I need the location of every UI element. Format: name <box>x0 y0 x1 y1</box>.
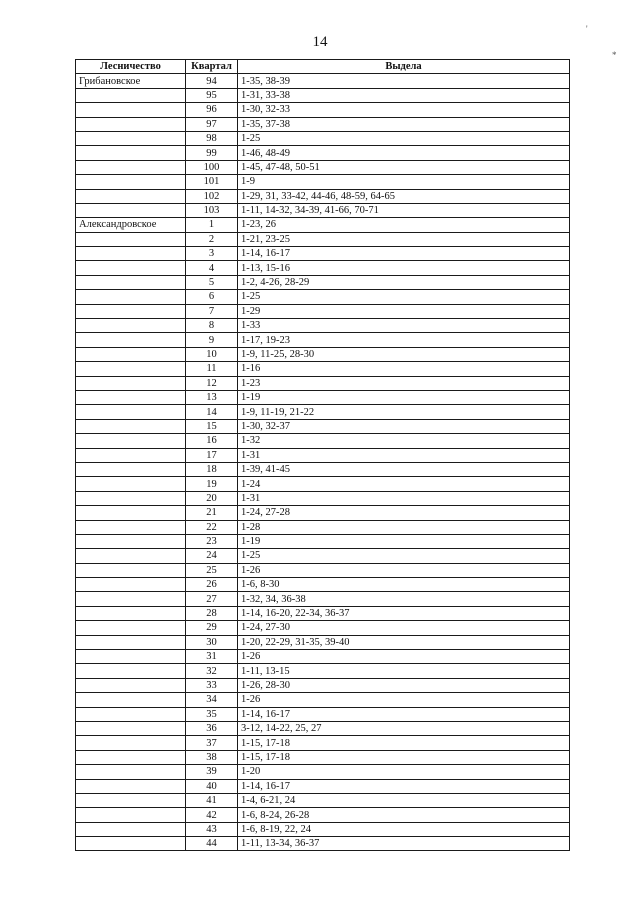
quarter-cell: 36 <box>186 721 238 735</box>
table-row <box>76 678 570 692</box>
quarter-cell: 102 <box>186 189 238 203</box>
forestry-cell <box>76 160 186 174</box>
table-row <box>76 578 570 592</box>
quarter-cell: 18 <box>186 462 238 476</box>
quarter-cell: 33 <box>186 678 238 692</box>
forestry-cell <box>76 750 186 764</box>
parcels-cell: 1-30, 32-33 <box>238 103 570 117</box>
table-row <box>76 779 570 793</box>
table-row <box>76 333 570 347</box>
quarter-cell: 96 <box>186 103 238 117</box>
table-row <box>76 160 570 174</box>
table-row <box>76 822 570 836</box>
forestry-cell <box>76 822 186 836</box>
forestry-cell <box>76 405 186 419</box>
table-row <box>76 146 570 160</box>
table-row <box>76 592 570 606</box>
forestry-cell <box>76 203 186 217</box>
parcels-cell: 1-26 <box>238 563 570 577</box>
parcels-cell: 1-39, 41-45 <box>238 462 570 476</box>
forestry-cell <box>76 419 186 433</box>
quarter-cell: 2 <box>186 232 238 246</box>
parcels-cell: 1-11, 14-32, 34-39, 41-66, 70-71 <box>238 203 570 217</box>
quarter-cell: 103 <box>186 203 238 217</box>
table-row <box>76 232 570 246</box>
parcels-cell: 1-28 <box>238 520 570 534</box>
table-row <box>76 491 570 505</box>
table-row <box>76 534 570 548</box>
quarter-cell: 10 <box>186 347 238 361</box>
forestry-cell <box>76 808 186 822</box>
table-row <box>76 261 570 275</box>
quarter-cell: 3 <box>186 247 238 261</box>
forestry-cell <box>76 793 186 807</box>
forestry-cell <box>76 520 186 534</box>
table-row <box>76 693 570 707</box>
forestry-cell <box>76 462 186 476</box>
parcels-cell: 1-14, 16-17 <box>238 247 570 261</box>
forestry-cell <box>76 319 186 333</box>
parcels-cell: 1-17, 19-23 <box>238 333 570 347</box>
parcels-cell: 1-20, 22-29, 31-35, 39-40 <box>238 635 570 649</box>
parcels-cell: 1-23 <box>238 376 570 390</box>
quarter-cell: 40 <box>186 779 238 793</box>
parcels-cell: 1-15, 17-18 <box>238 750 570 764</box>
table-row <box>76 721 570 735</box>
forestry-cell <box>76 650 186 664</box>
table-row <box>76 664 570 678</box>
quarter-cell: 7 <box>186 304 238 318</box>
page-number: 14 <box>312 34 328 50</box>
table-row <box>76 419 570 433</box>
table-row <box>76 290 570 304</box>
parcels-cell: 1-25 <box>238 131 570 145</box>
quarter-cell: 16 <box>186 434 238 448</box>
quarter-cell: 24 <box>186 549 238 563</box>
forestry-cell <box>76 362 186 376</box>
forestry-cell <box>76 837 186 851</box>
parcels-cell: 1-23, 26 <box>238 218 570 232</box>
quarter-cell: 39 <box>186 765 238 779</box>
parcels-cell: 1-14, 16-20, 22-34, 36-37 <box>238 606 570 620</box>
table-row <box>76 203 570 217</box>
quarter-cell: 12 <box>186 376 238 390</box>
parcels-cell: 1-9 <box>238 175 570 189</box>
parcels-cell: 1-4, 6-21, 24 <box>238 793 570 807</box>
quarter-cell: 95 <box>186 88 238 102</box>
table-row <box>76 304 570 318</box>
parcels-cell: 1-25 <box>238 290 570 304</box>
table-header-row <box>76 60 570 74</box>
forestry-cell <box>76 448 186 462</box>
forestry-cell <box>76 477 186 491</box>
quarter-cell: 97 <box>186 117 238 131</box>
table-row <box>76 736 570 750</box>
table-row <box>76 390 570 404</box>
table-row <box>76 448 570 462</box>
forestry-cell <box>76 621 186 635</box>
quarter-cell: 35 <box>186 707 238 721</box>
quarter-cell: 100 <box>186 160 238 174</box>
forestry-cell <box>76 434 186 448</box>
quarter-cell: 41 <box>186 793 238 807</box>
forestry-cell <box>76 578 186 592</box>
table-row <box>76 506 570 520</box>
header-forestry: Лесничество <box>76 60 186 74</box>
table-row <box>76 175 570 189</box>
table-row <box>76 434 570 448</box>
quarter-cell: 6 <box>186 290 238 304</box>
table-row <box>76 650 570 664</box>
parcels-cell: 1-21, 23-25 <box>238 232 570 246</box>
forestry-cell <box>76 693 186 707</box>
parcels-cell: 1-30, 32-37 <box>238 419 570 433</box>
forestry-cell: Александровское <box>76 218 186 232</box>
parcels-cell: 1-29, 31, 33-42, 44-46, 48-59, 64-65 <box>238 189 570 203</box>
parcels-cell: 1-15, 17-18 <box>238 736 570 750</box>
forestry-cell <box>76 549 186 563</box>
table-row <box>76 117 570 131</box>
forestry-cell <box>76 117 186 131</box>
header-quarter: Квартал <box>186 60 238 74</box>
parcels-cell: 1-16 <box>238 362 570 376</box>
table-row <box>76 74 570 88</box>
table-row <box>76 405 570 419</box>
quarter-cell: 1 <box>186 218 238 232</box>
parcels-cell: 1-14, 16-17 <box>238 779 570 793</box>
quarter-cell: 94 <box>186 74 238 88</box>
forestry-cell <box>76 103 186 117</box>
table-row <box>76 549 570 563</box>
quarter-cell: 15 <box>186 419 238 433</box>
quarter-cell: 13 <box>186 390 238 404</box>
table-row <box>76 808 570 822</box>
parcels-cell: 1-24 <box>238 477 570 491</box>
forestry-cell <box>76 247 186 261</box>
quarter-cell: 11 <box>186 362 238 376</box>
forestry-cell <box>76 88 186 102</box>
table-body <box>76 74 570 851</box>
forestry-cell <box>76 131 186 145</box>
table-row <box>76 88 570 102</box>
table-row <box>76 750 570 764</box>
forestry-cell: Грибановское <box>76 74 186 88</box>
parcels-cell: 1-33 <box>238 319 570 333</box>
quarter-cell: 31 <box>186 650 238 664</box>
table-row <box>76 362 570 376</box>
header-parcels: Выдела <box>238 60 570 74</box>
parcels-cell: 1-9, 11-25, 28-30 <box>238 347 570 361</box>
quarter-cell: 42 <box>186 808 238 822</box>
quarter-cell: 17 <box>186 448 238 462</box>
forestry-cell <box>76 678 186 692</box>
forestry-cell <box>76 275 186 289</box>
quarter-cell: 23 <box>186 534 238 548</box>
table-row <box>76 621 570 635</box>
margin-mark: * <box>612 50 617 60</box>
parcels-cell: 1-13, 15-16 <box>238 261 570 275</box>
parcels-cell: 1-2, 4-26, 28-29 <box>238 275 570 289</box>
parcels-cell: 1-11, 13-15 <box>238 664 570 678</box>
parcels-cell: 1-26 <box>238 693 570 707</box>
parcels-cell: 1-46, 48-49 <box>238 146 570 160</box>
parcels-cell: 1-24, 27-30 <box>238 621 570 635</box>
quarter-cell: 37 <box>186 736 238 750</box>
parcels-cell: 1-29 <box>238 304 570 318</box>
parcels-cell: 1-20 <box>238 765 570 779</box>
quarter-cell: 27 <box>186 592 238 606</box>
forestry-cell <box>76 779 186 793</box>
quarter-cell: 28 <box>186 606 238 620</box>
table-row <box>76 837 570 851</box>
forestry-cell <box>76 333 186 347</box>
quarter-cell: 43 <box>186 822 238 836</box>
parcels-cell: 1-32 <box>238 434 570 448</box>
quarter-cell: 4 <box>186 261 238 275</box>
table-row <box>76 477 570 491</box>
quarter-cell: 22 <box>186 520 238 534</box>
quarter-cell: 99 <box>186 146 238 160</box>
parcels-cell: 1-24, 27-28 <box>238 506 570 520</box>
quarter-cell: 19 <box>186 477 238 491</box>
quarter-cell: 38 <box>186 750 238 764</box>
parcels-cell: 1-26 <box>238 650 570 664</box>
table-row <box>76 765 570 779</box>
quarter-cell: 25 <box>186 563 238 577</box>
table-row <box>76 793 570 807</box>
forest-parcels-table <box>75 59 570 851</box>
table-row <box>76 103 570 117</box>
table-row <box>76 563 570 577</box>
forestry-cell <box>76 290 186 304</box>
table-row <box>76 347 570 361</box>
forestry-cell <box>76 232 186 246</box>
parcels-cell: 3-12, 14-22, 25, 27 <box>238 721 570 735</box>
quarter-cell: 29 <box>186 621 238 635</box>
forestry-cell <box>76 175 186 189</box>
table-row <box>76 218 570 232</box>
forestry-cell <box>76 304 186 318</box>
parcels-cell: 1-31, 33-38 <box>238 88 570 102</box>
quarter-cell: 9 <box>186 333 238 347</box>
table-row <box>76 189 570 203</box>
forestry-cell <box>76 347 186 361</box>
forestry-cell <box>76 664 186 678</box>
forestry-cell <box>76 506 186 520</box>
parcels-cell: 1-19 <box>238 534 570 548</box>
quarter-cell: 14 <box>186 405 238 419</box>
table-row <box>76 319 570 333</box>
parcels-cell: 1-14, 16-17 <box>238 707 570 721</box>
forestry-cell <box>76 491 186 505</box>
quarter-cell: 30 <box>186 635 238 649</box>
table-row <box>76 462 570 476</box>
quarter-cell: 34 <box>186 693 238 707</box>
forestry-cell <box>76 376 186 390</box>
table-row <box>76 606 570 620</box>
parcels-cell: 1-6, 8-19, 22, 24 <box>238 822 570 836</box>
quarter-cell: 20 <box>186 491 238 505</box>
forestry-cell <box>76 189 186 203</box>
forestry-cell <box>76 765 186 779</box>
parcels-cell: 1-31 <box>238 491 570 505</box>
forestry-cell <box>76 707 186 721</box>
parcels-cell: 1-25 <box>238 549 570 563</box>
table-row <box>76 131 570 145</box>
forestry-cell <box>76 563 186 577</box>
table-row <box>76 635 570 649</box>
forestry-cell <box>76 534 186 548</box>
forestry-cell <box>76 261 186 275</box>
table-row <box>76 520 570 534</box>
forestry-cell <box>76 146 186 160</box>
parcels-cell: 1-32, 34, 36-38 <box>238 592 570 606</box>
parcels-cell: 1-35, 37-38 <box>238 117 570 131</box>
table-row <box>76 376 570 390</box>
forestry-cell <box>76 390 186 404</box>
parcels-cell: 1-31 <box>238 448 570 462</box>
forestry-cell <box>76 736 186 750</box>
forestry-cell <box>76 635 186 649</box>
quarter-cell: 5 <box>186 275 238 289</box>
parcels-cell: 1-26, 28-30 <box>238 678 570 692</box>
parcels-cell: 1-6, 8-24, 26-28 <box>238 808 570 822</box>
table-row <box>76 247 570 261</box>
parcels-cell: 1-19 <box>238 390 570 404</box>
forestry-cell <box>76 606 186 620</box>
quarter-cell: 8 <box>186 319 238 333</box>
margin-mark: ' <box>586 24 588 34</box>
quarter-cell: 101 <box>186 175 238 189</box>
quarter-cell: 26 <box>186 578 238 592</box>
forestry-cell <box>76 721 186 735</box>
parcels-cell: 1-6, 8-30 <box>238 578 570 592</box>
quarter-cell: 21 <box>186 506 238 520</box>
quarter-cell: 44 <box>186 837 238 851</box>
parcels-cell: 1-45, 47-48, 50-51 <box>238 160 570 174</box>
table-row <box>76 707 570 721</box>
forestry-cell <box>76 592 186 606</box>
table-row <box>76 275 570 289</box>
quarter-cell: 32 <box>186 664 238 678</box>
quarter-cell: 98 <box>186 131 238 145</box>
parcels-cell: 1-35, 38-39 <box>238 74 570 88</box>
parcels-cell: 1-9, 11-19, 21-22 <box>238 405 570 419</box>
parcels-cell: 1-11, 13-34, 36-37 <box>238 837 570 851</box>
